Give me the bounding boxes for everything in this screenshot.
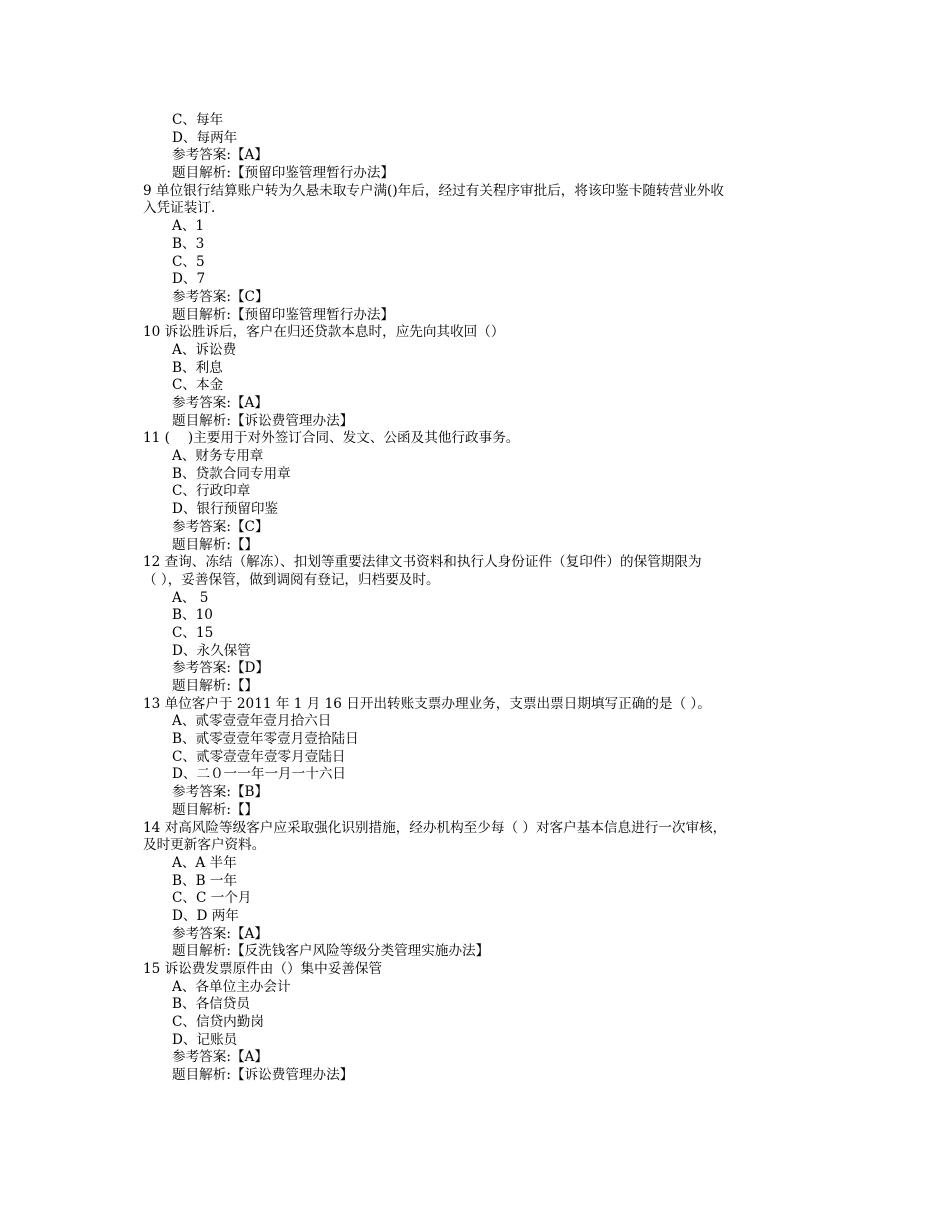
reference-answer: 参考答案:【A】 xyxy=(172,1049,268,1066)
option-text: D、7 xyxy=(172,271,206,288)
option-text: D、银行预留印鉴 xyxy=(172,501,279,518)
reference-answer: 参考答案:【C】 xyxy=(172,288,269,305)
option-text: A、财务专用章 xyxy=(172,448,264,465)
option-text: A、 5 xyxy=(172,589,209,606)
option-text: C、行政印章 xyxy=(172,483,251,500)
question-text: 及时更新客户资料。 xyxy=(143,837,266,854)
option-text: B、贰零壹壹年零壹月壹拾陆日 xyxy=(172,731,359,748)
option-text: B、各信贷员 xyxy=(172,996,250,1013)
reference-answer: 参考答案:【C】 xyxy=(172,518,269,535)
question-analysis: 题目解析:【诉讼费管理办法】 xyxy=(172,412,354,429)
question-analysis: 题目解析:【预留印鉴管理暂行办法】 xyxy=(172,306,395,323)
option-text: A、1 xyxy=(172,218,205,235)
reference-answer: 参考答案:【A】 xyxy=(172,925,268,942)
question-text: （ ），妥善保管，做到调阅有登记，归档要及时。 xyxy=(143,571,440,588)
option-text: A、各单位主办会计 xyxy=(172,978,291,995)
reference-answer: 参考答案:【D】 xyxy=(172,660,270,677)
option-text: C、本金 xyxy=(172,377,224,394)
option-text: D、每两年 xyxy=(172,129,238,146)
option-text: C、贰零壹壹年壹零月壹陆日 xyxy=(172,748,346,765)
question-text: 9 单位银行结算账户转为久悬未取专户满()年后，经过有关程序审批后，将该印鉴卡随转营业外收 xyxy=(143,182,724,199)
option-text: B、10 xyxy=(172,607,213,624)
option-text: C、信贷内勤岗 xyxy=(172,1014,264,1031)
option-text: D、D 两年 xyxy=(172,907,239,924)
option-text: C、C 一个月 xyxy=(172,890,252,907)
question-text: 14 对高风险等级客户应采取强化识别措施，经办机构至少每（ ）对客户基本信息进行一次审核， xyxy=(143,819,727,836)
option-text: D、二０一一年一月一十六日 xyxy=(172,766,347,783)
option-text: D、记账员 xyxy=(172,1031,238,1048)
option-text: B、贷款合同专用章 xyxy=(172,465,291,482)
reference-answer: 参考答案:【A】 xyxy=(172,147,268,164)
question-text: 入凭证装订. xyxy=(143,200,216,217)
option-text: C、每年 xyxy=(172,112,224,128)
question-analysis: 题目解析:【预留印鉴管理暂行办法】 xyxy=(172,165,395,182)
question-text: 10 诉讼胜诉后，客户在归还贷款本息时，应先向其收回（） xyxy=(143,324,505,341)
question-analysis: 题目解析:【】 xyxy=(172,801,259,818)
option-text: B、3 xyxy=(172,235,205,252)
question-analysis: 题目解析:【诉讼费管理办法】 xyxy=(172,1067,354,1084)
reference-answer: 参考答案:【B】 xyxy=(172,784,269,801)
question-analysis: 题目解析:【】 xyxy=(172,678,259,694)
option-text: B、B 一年 xyxy=(172,872,238,889)
option-text: C、15 xyxy=(172,624,214,641)
question-text: 15 诉讼费发票原件由（）集中妥善保管 xyxy=(143,961,383,977)
question-analysis: 题目解析:【】 xyxy=(172,536,259,553)
reference-answer: 参考答案:【A】 xyxy=(172,395,268,411)
question-text: 11 ( )主要用于对外签订合同、发文、公函及其他行政事务。 xyxy=(143,430,520,447)
option-text: A、A 半年 xyxy=(172,854,237,871)
option-text: A、贰零壹壹年壹月拾六日 xyxy=(172,713,332,730)
option-text: B、利息 xyxy=(172,359,223,376)
document-body xyxy=(0,112,950,1085)
question-analysis: 题目解析:【反洗钱客户风险等级分类管理实施办法】 xyxy=(172,943,490,960)
option-text: A、诉讼费 xyxy=(172,341,237,358)
option-text: C、5 xyxy=(172,253,205,270)
question-text: 12 查询、冻结（解冻）、扣划等重要法律文书资料和执行人身份证件（复印件）的保管期限为 xyxy=(143,554,702,571)
question-text: 13 单位客户于 2011 年 1 月 16 日开出转账支票办理业务，支票出票日期填写正确的是（ ）。 xyxy=(143,695,711,712)
option-text: D、永久保管 xyxy=(172,642,251,659)
